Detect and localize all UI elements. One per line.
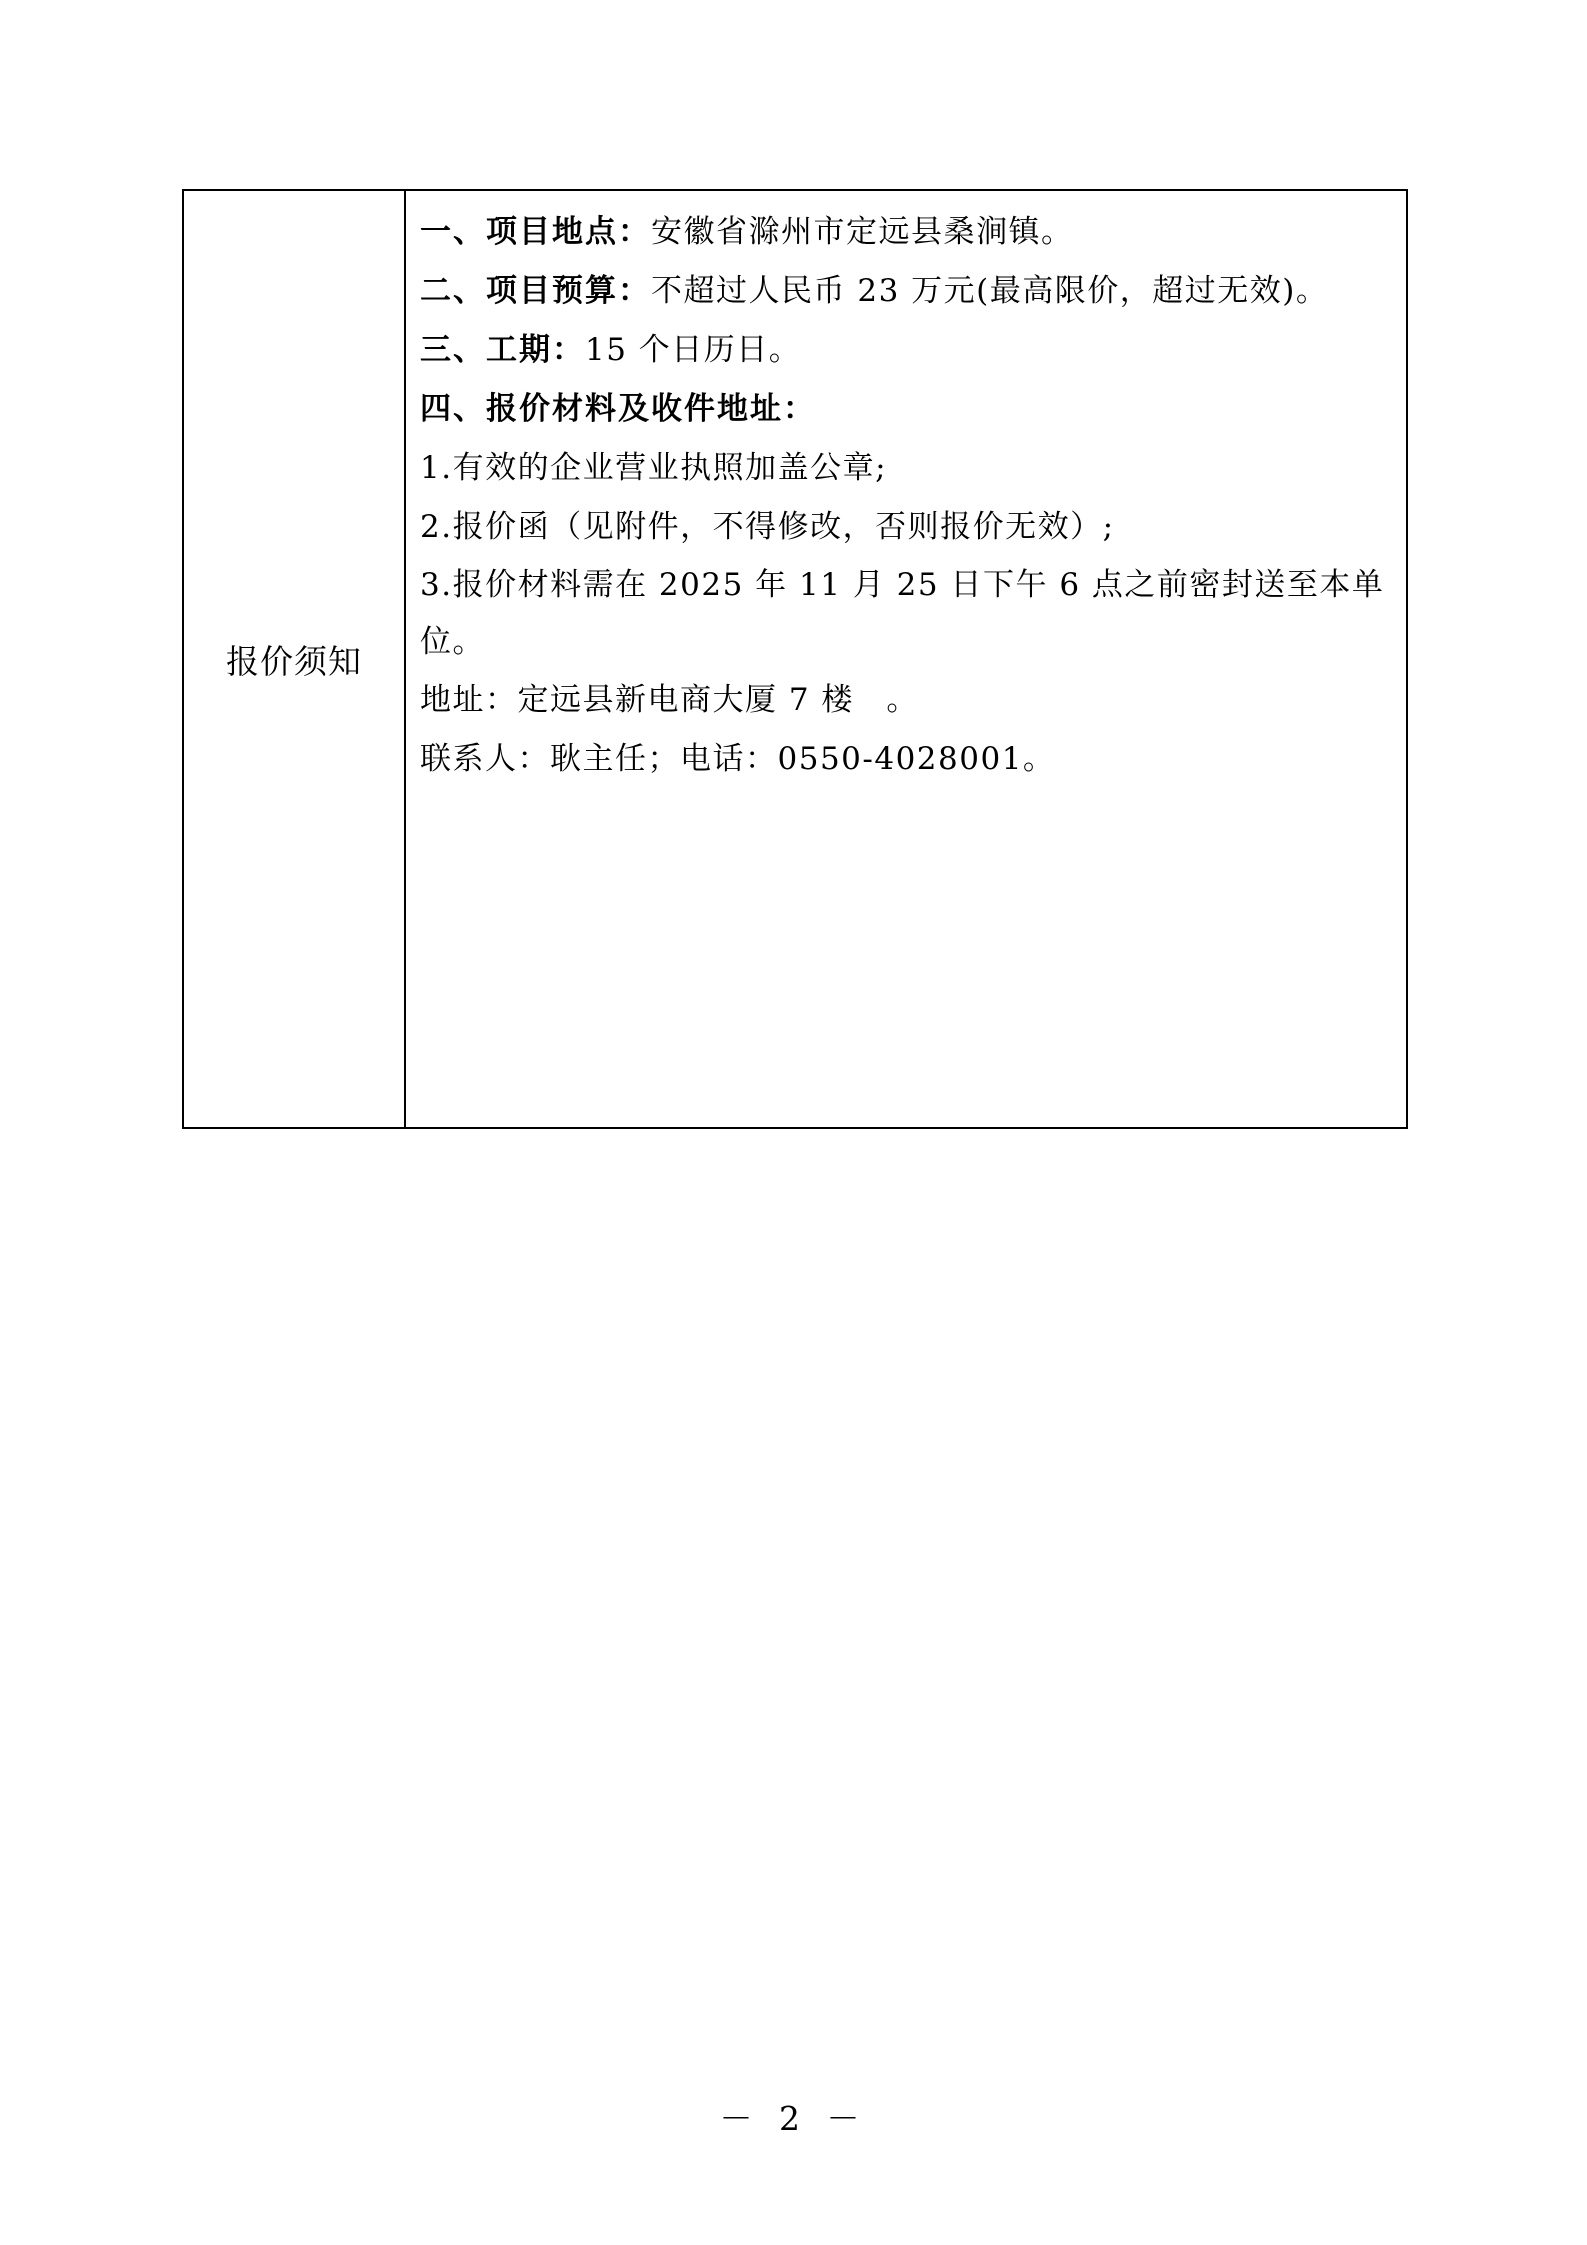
item-materials [420,380,1392,439]
contact-line: 联系人：耿主任；电话：0550-4028001。 [420,741,1056,777]
item-materials-heading: 四、报价材料及收件地址： [420,391,816,427]
label-cell [184,191,406,1127]
item-budget-text: 不超过人民币 23 万元(最高限价，超过无效)。 [651,273,1329,309]
item-duration-text: 15 个日历日。 [585,332,802,368]
item-location-text: 安徽省滁州市定远县桑涧镇。 [651,214,1074,250]
address-line: 地址：定远县新电商大厦 7 楼 。 [420,682,919,718]
requirement-deadline: 3.报价材料需在 2025 年 11 月 25 日下午 6 点之前密封送至本单位。 [420,567,1385,660]
item-duration-heading: 三、工期： [420,332,585,368]
requirement-quote-letter: 2.报价函（见附件，不得修改，否则报价无效）; [420,509,1115,545]
content-cell [406,191,1406,1127]
notice-table [182,189,1408,1129]
item-location-heading: 一、项目地点： [420,214,651,250]
row-label: 报价须知 [226,641,362,681]
requirement-license: 1.有效的企业营业执照加盖公章; [420,450,888,486]
item-budget-heading: 二、项目预算： [420,273,651,309]
item-duration [420,321,1392,380]
item-budget [420,262,1392,321]
page-number: － 2 － [719,2099,868,2138]
item-location [420,203,1392,262]
